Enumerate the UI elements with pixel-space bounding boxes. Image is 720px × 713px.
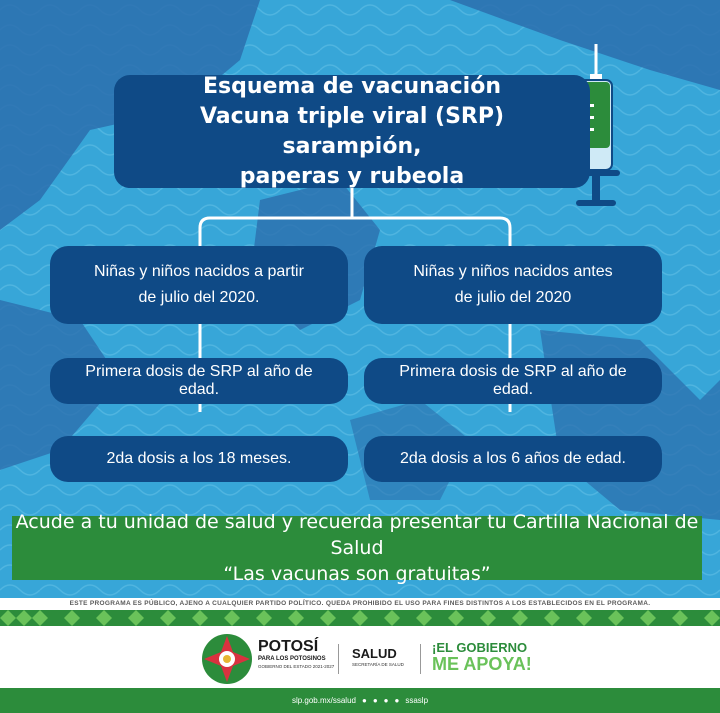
cta-line-1: Acude a tu unidad de salud y recuerda presentar tu Cartilla Nacional de Salud [15, 511, 699, 559]
slogan-line-1: ¡EL GOBIERNO [432, 640, 528, 655]
left-group-line-2: de julio del 2020. [138, 289, 260, 306]
title-line-1: Esquema de vacunación [203, 73, 501, 99]
instagram-icon[interactable]: ● [394, 696, 400, 705]
title-line-2: Vacuna triple viral (SRP) sarampión, [199, 103, 505, 159]
twitter-icon[interactable]: ● [372, 696, 378, 705]
potosi-logo-government: GOBIERNO DEL ESTADO 2021-2027 [258, 664, 335, 669]
footer-divider-2 [420, 644, 421, 674]
potosi-logo-text: POTOSÍ [258, 638, 319, 655]
left-first-dose-text: Primera dosis de SRP al año de edad. [85, 363, 313, 398]
left-second-dose-text: 2da dosis a los 18 meses. [106, 450, 292, 467]
slogan-line-2: ME APOYA! [432, 654, 532, 674]
right-group-line-2: de julio del 2020 [454, 289, 572, 306]
cta-banner [12, 511, 702, 585]
potosi-emblem-icon [200, 632, 254, 686]
left-group-line-1: Niñas y niños nacidos a partir [94, 263, 304, 280]
bottom-bar [0, 688, 720, 713]
right-group-line-1: Niñas y niños nacidos antes [413, 263, 613, 280]
title-line-3: paperas y rubeola [239, 163, 465, 189]
right-second-dose-card [364, 436, 662, 482]
cta-line-2: “Las vacunas son gratuitas” [223, 563, 491, 585]
social-handle[interactable]: ssaslp [405, 696, 429, 705]
right-first-dose-card [364, 358, 662, 404]
website-link[interactable]: slp.gob.mx/ssalud [291, 696, 356, 705]
disclaimer-text: ESTE PROGRAMA ES PÚBLICO, AJENO A CUALQUIER PARTIDO POLÍTICO. QUEDA PROHIBIDO EL USO PARA FINES DISTINTOS A LOS ESTABLECIDOS EN EL PROGRAMA. [0, 598, 720, 610]
title-card [114, 75, 590, 188]
youtube-icon[interactable]: ● [383, 696, 389, 705]
left-first-dose-card [50, 358, 348, 404]
potosi-logo-subtitle: PARA LOS POTOSINOS [258, 656, 326, 662]
decorative-pattern-strip [0, 610, 720, 626]
right-second-dose-text: 2da dosis a los 6 años de edad. [400, 450, 626, 467]
facebook-icon[interactable]: ● [361, 696, 367, 705]
salud-logo-subtitle: SECRETARÍA DE SALUD [352, 662, 404, 667]
left-group-card [50, 246, 348, 324]
left-second-dose-card [50, 436, 348, 482]
salud-logo-text: SALUD [352, 646, 397, 661]
right-group-card [364, 246, 662, 324]
footer-divider-1 [338, 644, 339, 674]
right-first-dose-text: Primera dosis de SRP al año de edad. [399, 363, 627, 398]
